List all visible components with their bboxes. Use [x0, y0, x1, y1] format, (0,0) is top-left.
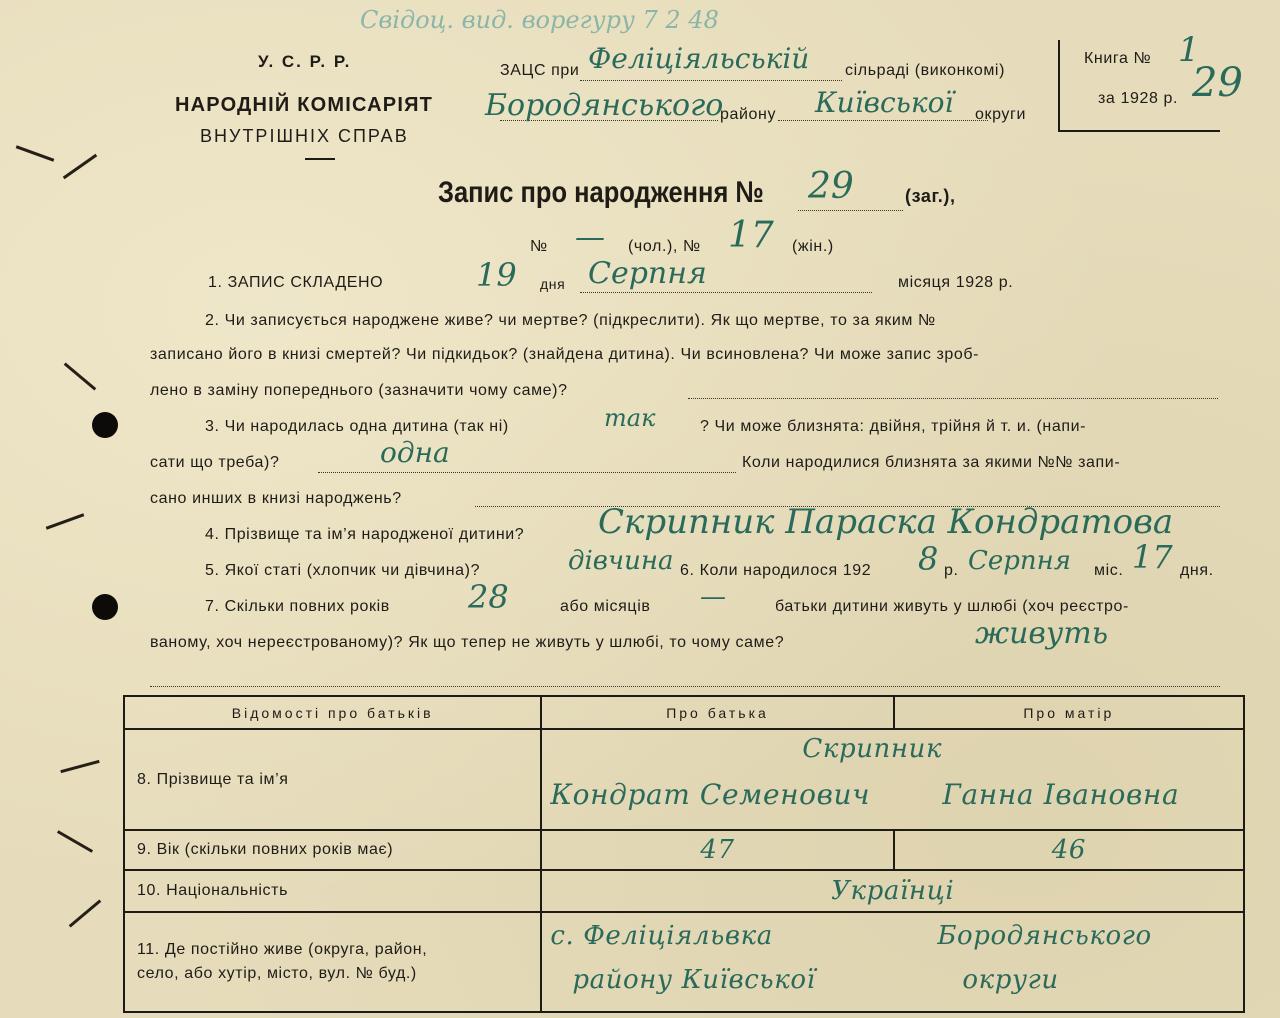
field-1-label: 1. ЗАПИС СКЛАДЕНО [208, 274, 384, 291]
field-2-line [688, 398, 1218, 399]
birth-month-label: міс. [1094, 562, 1124, 579]
field-3-answer-2: одна [380, 436, 450, 469]
field-6-label: 6. Коли народилося 192 [680, 562, 872, 579]
field-3-line-1b: ? Чи може близнята: двійня, трійня й т. и. (напи- [700, 418, 1087, 435]
mother-name: Ганна Івановна [942, 778, 1180, 812]
sub-no-label: № [530, 238, 548, 255]
child-name: Скрипник Параска Кондратова [598, 502, 1174, 542]
district-label: району [720, 106, 777, 123]
marriage-status: живуть [975, 616, 1109, 651]
row-label: 8. Прізвище та ім’я [124, 729, 541, 829]
row-label: 10. Національність [124, 870, 541, 912]
mother-age: 46 [1051, 834, 1086, 865]
field-1-month-line [580, 292, 872, 293]
village-line [580, 80, 842, 81]
field-7-label-b: або місяців [560, 598, 651, 615]
record-title-suffix: (заг.), [905, 186, 956, 206]
field-2-line-3: лено в заміну попереднього (зазначити чому саме)? [150, 382, 568, 399]
residence-district: Бородянського [937, 920, 1152, 951]
surname: Скрипник [802, 734, 943, 765]
row-label: 11. Де постійно живе (округа, район, село, або хутір, місто, вул. № буд.) [124, 912, 541, 1013]
birth-day: 17 [1132, 538, 1173, 576]
okrug-name: Київської [815, 86, 954, 119]
field-2-line-2: записано його в книзі смертей? Чи підкидьок? (знайдена дитина). Чи всиновлена? Чи може запис зроб- [150, 346, 980, 363]
table-row [124, 870, 1244, 912]
residence-cell [541, 912, 1244, 1013]
table-header-row [124, 696, 1244, 729]
header-mother: Про матір [894, 696, 1244, 729]
male-label: (чол.), № [628, 238, 701, 255]
female-label: (жін.) [792, 238, 834, 255]
residence-raion: району Київської [572, 964, 816, 995]
field-1-month: Серпня [588, 256, 707, 291]
field-7-label-c: батьки дитини живуть у шлюбі (хоч реєстро- [775, 598, 1129, 615]
table-row [124, 830, 1244, 870]
header-father: Про батька [541, 696, 893, 729]
field-4-label: 4. Прізвище та ім’я народженої дитини? [205, 526, 525, 543]
field-1-day: 19 [476, 256, 517, 294]
field-5-label: 5. Якої статі (хлопчик чи дівчина)? [205, 562, 481, 579]
birth-year: 8 [918, 540, 939, 578]
marriage-years: 28 [468, 578, 509, 616]
field-7-fill [150, 686, 1220, 687]
record-title: Запис про народження № [438, 176, 764, 209]
father-name: Кондрат Семенович [550, 778, 871, 812]
female-number: 17 [728, 215, 774, 256]
okrug-label: округи [975, 106, 1026, 123]
village-name: Феліціяльській [588, 42, 810, 75]
field-3-line [318, 472, 736, 473]
name-cell [541, 729, 1244, 829]
header-parents-info: Відомості про батьків [124, 696, 541, 729]
commissariat-title: НАРОДНІЙ КОМІСАРІЯТ [175, 94, 434, 116]
field-3-answer: так [604, 404, 656, 432]
nationality-cell [541, 870, 1244, 912]
field-1-day-label: дня [540, 276, 566, 292]
book-number: 1 [1178, 30, 1200, 70]
district-name: Бородянського [485, 88, 724, 123]
field-3-line-1: 3. Чи народилась одна дитина (так ні) [205, 418, 509, 435]
field-3-line-2: сати що треба)? [150, 454, 280, 471]
zags-prefix: ЗАЦС при [500, 62, 580, 79]
nationality: Українці [831, 875, 955, 906]
residence-okrug: округи [962, 964, 1059, 995]
ussr-label: У. С. Р. Р. [258, 52, 352, 71]
table-row [124, 729, 1244, 829]
field-2-line-1: 2. Чи записується народжене живе? чи мертве? (підкреслити). Як що мертве, то за яким № [205, 312, 936, 329]
child-sex: дівчина [568, 546, 674, 576]
father-age-cell [541, 830, 893, 870]
header-divider [305, 158, 335, 160]
field-7-line-2: ваному, хоч нереєстрованому)? Як що тепер не живуть у шлюбі, то чому саме? [150, 634, 785, 651]
residence-village: с. Феліціяльвка [550, 920, 773, 951]
birth-day-label: дня. [1180, 562, 1214, 579]
field-1-month-label: місяця 1928 р. [898, 274, 1014, 291]
faint-top-note: Свідоц. вид. ворегуру 7 2 48 [360, 6, 719, 34]
mother-age-cell [894, 830, 1244, 870]
field-3-line-2b: Коли народилися близнята за якими №№ запи- [742, 454, 1121, 471]
father-age: 47 [700, 834, 735, 865]
council-label: сільраді (виконкомі) [845, 62, 1005, 79]
field-3-line-3: сано инших в книзі народжень? [150, 490, 402, 507]
birth-year-label: р. [944, 562, 959, 579]
commissariat-subtitle: ВНУТРІШНІХ СПРАВ [200, 126, 409, 146]
parents-table [123, 695, 1245, 1013]
punch-hole [92, 594, 118, 620]
year-label: за 1928 р. [1098, 90, 1179, 107]
male-number: — [575, 220, 605, 255]
book-label: Книга № [1084, 50, 1152, 67]
birth-month: Серпня [968, 546, 1072, 576]
row-label: 9. Вік (скільки повних років має) [124, 830, 541, 870]
table-row [124, 912, 1244, 1013]
page-number: 29 [1192, 60, 1243, 106]
record-number-line [798, 210, 903, 211]
field-7-label: 7. Скільки повних років [205, 598, 390, 615]
punch-hole [92, 412, 118, 438]
marriage-months: — [700, 582, 726, 612]
okrug-line [778, 120, 988, 121]
record-number: 29 [808, 166, 854, 207]
